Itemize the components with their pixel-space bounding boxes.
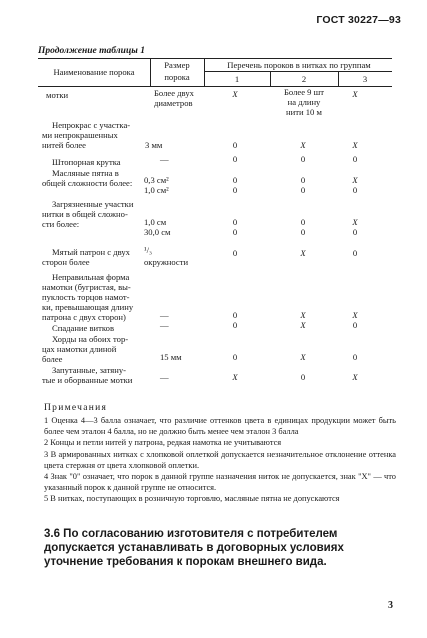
page-number: 3 <box>388 600 393 611</box>
row-value: 0 <box>300 175 306 185</box>
row-value: 0 <box>300 227 306 237</box>
row-value: X <box>300 310 306 320</box>
row-value: X <box>352 310 358 320</box>
row-name: Спадание витков <box>52 323 114 333</box>
row-value: X <box>300 352 306 362</box>
row-value: 0 <box>352 185 358 195</box>
row-value: X <box>300 320 306 330</box>
row-value: X <box>352 140 358 150</box>
row-name: ми непрокрашенных <box>42 130 118 140</box>
note-1: 1 Оценка 4—3 балла означает, что различие оттенков цвета в единицах продукции может быть более чем эталон 4 балла, но не должно быть менее чем эталон 3 балла <box>44 416 396 436</box>
row-name: Штопорная крутка <box>52 157 121 167</box>
row-value: 0 <box>352 227 358 237</box>
row-size: 1,0 см <box>144 217 167 227</box>
row-value: 0 <box>232 154 238 164</box>
row-name: сторон более <box>42 257 90 267</box>
row-value: X <box>352 217 358 227</box>
row-value: 0 <box>232 185 238 195</box>
row-value: 0 <box>232 217 238 227</box>
row-name: ки, превышающая длину <box>42 302 134 312</box>
row-value: X <box>352 89 358 99</box>
table-header-rule <box>38 86 392 87</box>
table-continuation-label: Продолжение таблицы 1 <box>38 46 145 56</box>
row-value: X <box>352 175 358 185</box>
row-name: общей сложности более: <box>42 178 133 188</box>
row-value: X <box>352 372 358 382</box>
row-value: 0 <box>232 175 238 185</box>
row-size: ¹/₃ <box>144 245 152 255</box>
row-size: — <box>160 320 169 330</box>
row-value: 0 <box>232 248 238 258</box>
row-name: Мятый патрон с двух <box>52 247 130 257</box>
row-size: 0,3 см² <box>144 175 169 185</box>
col-header-num-2: 2 <box>301 74 307 84</box>
row-value: 0 <box>352 154 358 164</box>
row-size: 3 мм <box>145 140 163 150</box>
row-value: 0 <box>232 310 238 320</box>
row-size: — <box>160 310 169 320</box>
row-value: нити 10 м <box>286 107 322 117</box>
row-name: патрона с двух сторон) <box>42 312 126 322</box>
row-size: 30,0 см <box>144 227 171 237</box>
row-value: 0 <box>300 154 306 164</box>
note-2: 2 Концы и петли нитей у патрона, редкая намотка не учитываются <box>44 438 282 447</box>
row-value: 0 <box>232 140 238 150</box>
col-header-num-3: 3 <box>362 74 368 84</box>
row-value: X <box>232 372 238 382</box>
row-size: окружности <box>144 257 189 267</box>
row-name: сти более: <box>42 219 80 229</box>
row-size: диаметров <box>154 98 193 108</box>
col-header-group: Перечень пороков в нитках по группам <box>227 60 371 70</box>
row-name: Хорды на обоих тор- <box>52 334 129 344</box>
row-value: 0 <box>352 320 358 330</box>
col-header-name: Наименование порока <box>53 67 135 77</box>
row-value: 0 <box>232 227 238 237</box>
row-value: X <box>232 89 238 99</box>
row-value: 0 <box>352 352 358 362</box>
row-value: 0 <box>300 185 306 195</box>
clause-3-6: 3.6 По согласованию изготовителя с потребителем допускается устанавливать в договорных условиях уточнение требования к порокам внешнего вида. <box>44 528 344 569</box>
row-name: Загрязненные участки <box>52 199 134 209</box>
row-value: на длину <box>287 97 321 107</box>
defects-table <box>38 58 392 385</box>
row-name: Непрокрас с участка- <box>52 120 131 130</box>
row-size: — <box>160 154 169 164</box>
row-name: пуклость торцов намот- <box>42 292 130 302</box>
row-name: намотки (бугристая, вы- <box>42 282 131 292</box>
col-header-num-1: 1 <box>234 74 240 84</box>
row-value: 0 <box>232 320 238 330</box>
col-header-size-1: Размер <box>164 60 190 70</box>
row-value: 0 <box>352 248 358 258</box>
row-name: Запутанные, затяну- <box>52 365 126 375</box>
col-header-size-2: порока <box>164 72 190 82</box>
table-group-underline <box>205 71 392 72</box>
row-name: Неправильная форма <box>52 272 130 282</box>
row-value: 0 <box>300 217 306 227</box>
row-value: 0 <box>300 372 306 382</box>
note-3: 3 В армированных нитках с хлопковой оплеткой допускается незначительное отклонение оттенка цвета стержня от цвета хлопковой оплетки. <box>44 450 396 470</box>
row-name: более <box>42 354 63 364</box>
note-5: 5 В нитках, поступающих в розничную торговлю, масляные пятна не допускаются <box>44 494 340 503</box>
row-size: — <box>160 372 169 382</box>
row-name: цах намотки длиной <box>42 344 117 354</box>
row-size: 15 мм <box>160 352 182 362</box>
note-4: 4 Знак "0" означает, что порок в данной группе назначения ниток не допускается, знак "X" — что указанный порок к данной группе не относится. <box>44 472 396 492</box>
row-name: нитей более <box>42 140 86 150</box>
document-code: ГОСТ 30227—93 <box>316 14 401 26</box>
row-size: Более двух <box>154 88 194 98</box>
row-value: X <box>300 248 306 258</box>
table-top-rule <box>38 58 392 59</box>
row-size: 1,0 см² <box>144 185 169 195</box>
row-name: нитки в общей сложно- <box>42 209 128 219</box>
row-value: 0 <box>232 352 238 362</box>
row-value: Более 9 шт <box>283 87 324 97</box>
row-name: Масляные пятна в <box>52 168 119 178</box>
row-name: тые и оборванные мотки <box>42 375 133 385</box>
row-name: мотки <box>46 90 69 100</box>
notes-title: Примечания <box>44 403 108 413</box>
row-value: X <box>300 140 306 150</box>
